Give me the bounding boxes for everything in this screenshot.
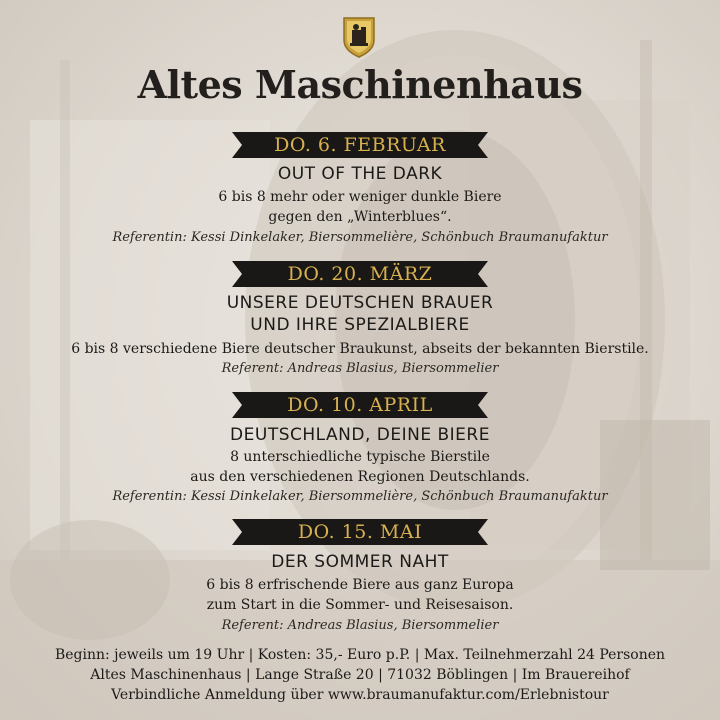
- event-date-banner: [232, 392, 488, 418]
- event-date-banner: [232, 519, 488, 545]
- footer-registration-link[interactable]: Verbindliche Anmeldung über www.braumanufaktur.com/Erlebnistour: [111, 687, 609, 703]
- event-date-banner: [232, 132, 488, 158]
- event-date: DO. 20. MÄRZ: [287, 263, 433, 285]
- event-description: gegen den „Winterblues“.: [268, 209, 452, 225]
- event-description: 6 bis 8 mehr oder weniger dunkle Biere: [218, 189, 502, 205]
- event-date: DO. 15. MAI: [297, 521, 423, 543]
- event-description: zum Start in die Sommer- und Reisesaison.: [206, 597, 514, 613]
- event-referent: Referent: Andreas Blasius, Biersommelier: [221, 361, 499, 376]
- event-title: UND IHRE SPEZIALBIERE: [250, 315, 470, 335]
- event-title: DER SOMMER NAHT: [271, 552, 449, 572]
- event-date-banner: [232, 261, 488, 287]
- event-description: 6 bis 8 erfrischende Biere aus ganz Europa: [206, 577, 514, 593]
- event-description: aus den verschiedenen Regionen Deutschlands.: [190, 469, 530, 485]
- event-referent: Referentin: Kessi Dinkelaker, Biersommelière, Schönbuch Braumanufaktur: [112, 230, 608, 245]
- brand-title: Altes Maschinenhaus: [137, 62, 583, 107]
- event-date: DO. 6. FEBRUAR: [274, 134, 446, 156]
- event-title: OUT OF THE DARK: [277, 164, 443, 184]
- footer-address: Altes Maschinenhaus | Lange Straße 20 | 71032 Böblingen | Im Brauereihof: [90, 667, 630, 683]
- event-referent: Referentin: Kessi Dinkelaker, Biersommelière, Schönbuch Braumanufaktur: [112, 489, 608, 504]
- event-title: DEUTSCHLAND, DEINE BIERE: [230, 425, 490, 445]
- event-description: 6 bis 8 verschiedene Biere deutscher Braukunst, abseits der bekannten Bierstile.: [71, 341, 649, 357]
- event-date: DO. 10. APRIL: [287, 394, 433, 416]
- event-title: UNSERE DEUTSCHEN BRAUER: [226, 293, 494, 313]
- brewery-crest-icon: [342, 16, 376, 58]
- event-referent: Referent: Andreas Blasius, Biersommelier: [221, 618, 499, 633]
- footer-info: Beginn: jeweils um 19 Uhr | Kosten: 35,- Euro p.P. | Max. Teilnehmerzahl 24 Personen: [54, 647, 666, 663]
- event-description: 8 unterschiedliche typische Bierstile: [230, 449, 490, 465]
